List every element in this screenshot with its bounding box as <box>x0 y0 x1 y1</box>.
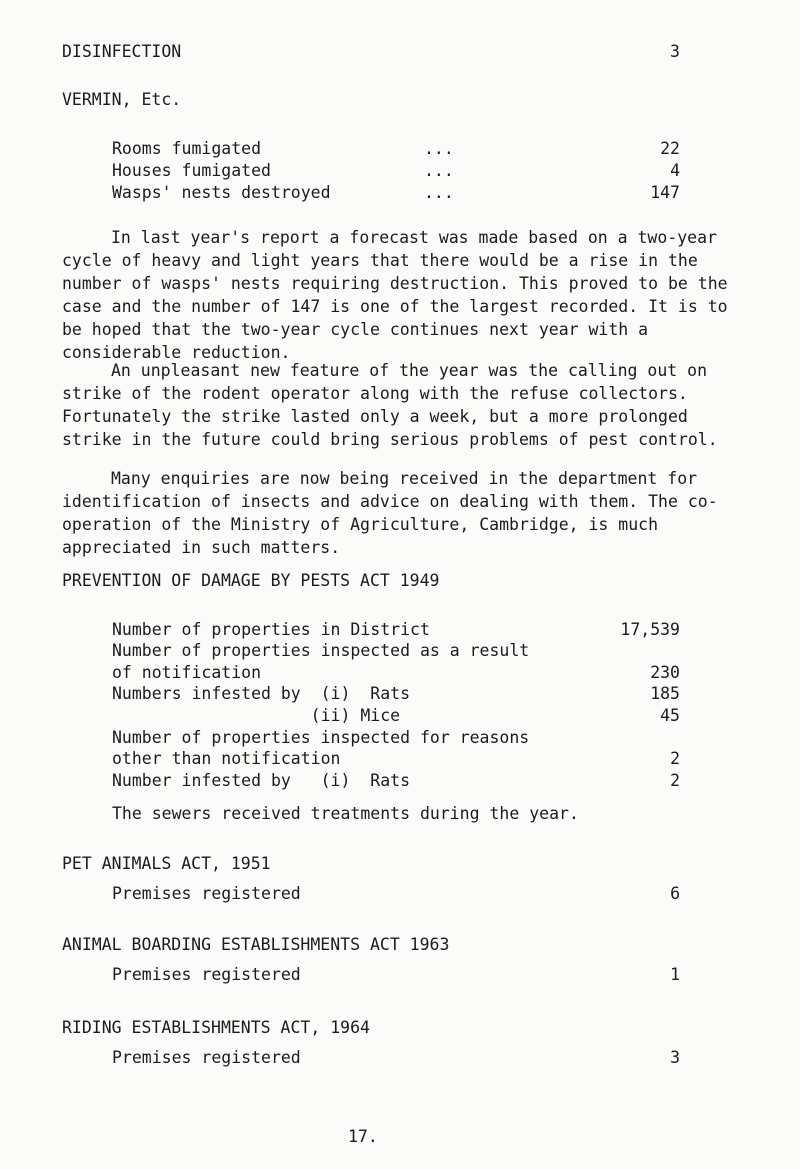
rooms-fumigated-label: Rooms fumigated <box>112 139 262 158</box>
prevention-line: Numbers infested by (i) Rats <box>112 684 411 703</box>
prevention-line: Number of properties inspected as a result <box>112 641 530 660</box>
prevention-line: Number of properties in District <box>112 620 430 639</box>
rooms-fumigated-dots: ... <box>424 139 454 158</box>
paragraph-strike: An unpleasant new feature of the year was the calling out on strike of the rodent operator along with the refuse collectors. Fortunately the strike lasted only a week, but a more prolonged strike in the future could bring serious problems of pest control. <box>62 361 718 449</box>
houses-fumigated-dots: ... <box>424 161 454 180</box>
wasps-nests-dots: ... <box>424 183 454 202</box>
prevention-line: Number infested by (i) Rats <box>112 771 411 790</box>
paragraph-enquiries: Many enquiries are now being received in the department for identification of insects and advice on dealing with them. The co-operation of the Ministry of Agriculture, Cambridge, is much appreciated in such matters. <box>62 469 718 557</box>
header-page-number: 3 <box>670 42 680 61</box>
riding-label: Premises registered <box>112 1048 301 1067</box>
animal-boarding-heading: ANIMAL BOARDING ESTABLISHMENTS ACT 1963 <box>62 935 450 954</box>
prevention-value: 185 <box>650 684 680 703</box>
prevention-line: of notification <box>112 663 262 682</box>
prevention-value: 230 <box>650 663 680 682</box>
prevention-line: other than notification <box>112 749 341 768</box>
houses-fumigated-value: 4 <box>670 161 680 180</box>
prevention-heading: PREVENTION OF DAMAGE BY PESTS ACT 1949 <box>62 571 440 590</box>
paragraph-wasps-forecast: In last year's report a forecast was made based on a two-year cycle of heavy and light years that there would be a rise in the number of wasps' nests requiring destruction. This proved to be the case and the number of 147 is one of the largest recorded. It is to be hoped that the two-year cycle continues next year with a considerable reduction. <box>62 228 728 362</box>
animal-boarding-label: Premises registered <box>112 965 301 984</box>
prevention-value: 45 <box>660 706 680 725</box>
prevention-line: (ii) Mice <box>112 706 401 725</box>
riding-heading: RIDING ESTABLISHMENTS ACT, 1964 <box>62 1018 370 1037</box>
houses-fumigated-label: Houses fumigated <box>112 161 271 180</box>
riding-value: 3 <box>670 1048 680 1067</box>
footer-page-number: 17. <box>348 1127 378 1146</box>
prevention-value: 17,539 <box>620 620 680 639</box>
rooms-fumigated-value: 22 <box>660 139 680 158</box>
pet-animals-heading: PET ANIMALS ACT, 1951 <box>62 854 271 873</box>
pet-animals-label: Premises registered <box>112 884 301 903</box>
pet-animals-value: 6 <box>670 884 680 903</box>
wasps-nests-label: Wasps' nests destroyed <box>112 183 331 202</box>
prevention-value: 2 <box>670 771 680 790</box>
section-header: DISINFECTION <box>62 42 182 61</box>
animal-boarding-value: 1 <box>670 965 680 984</box>
prevention-line: Number of properties inspected for reasons <box>112 728 530 747</box>
wasps-nests-value: 147 <box>650 183 680 202</box>
prevention-value: 2 <box>670 749 680 768</box>
vermin-heading: VERMIN, Etc. <box>62 90 182 109</box>
sewers-note: The sewers received treatments during the year. <box>112 804 579 823</box>
